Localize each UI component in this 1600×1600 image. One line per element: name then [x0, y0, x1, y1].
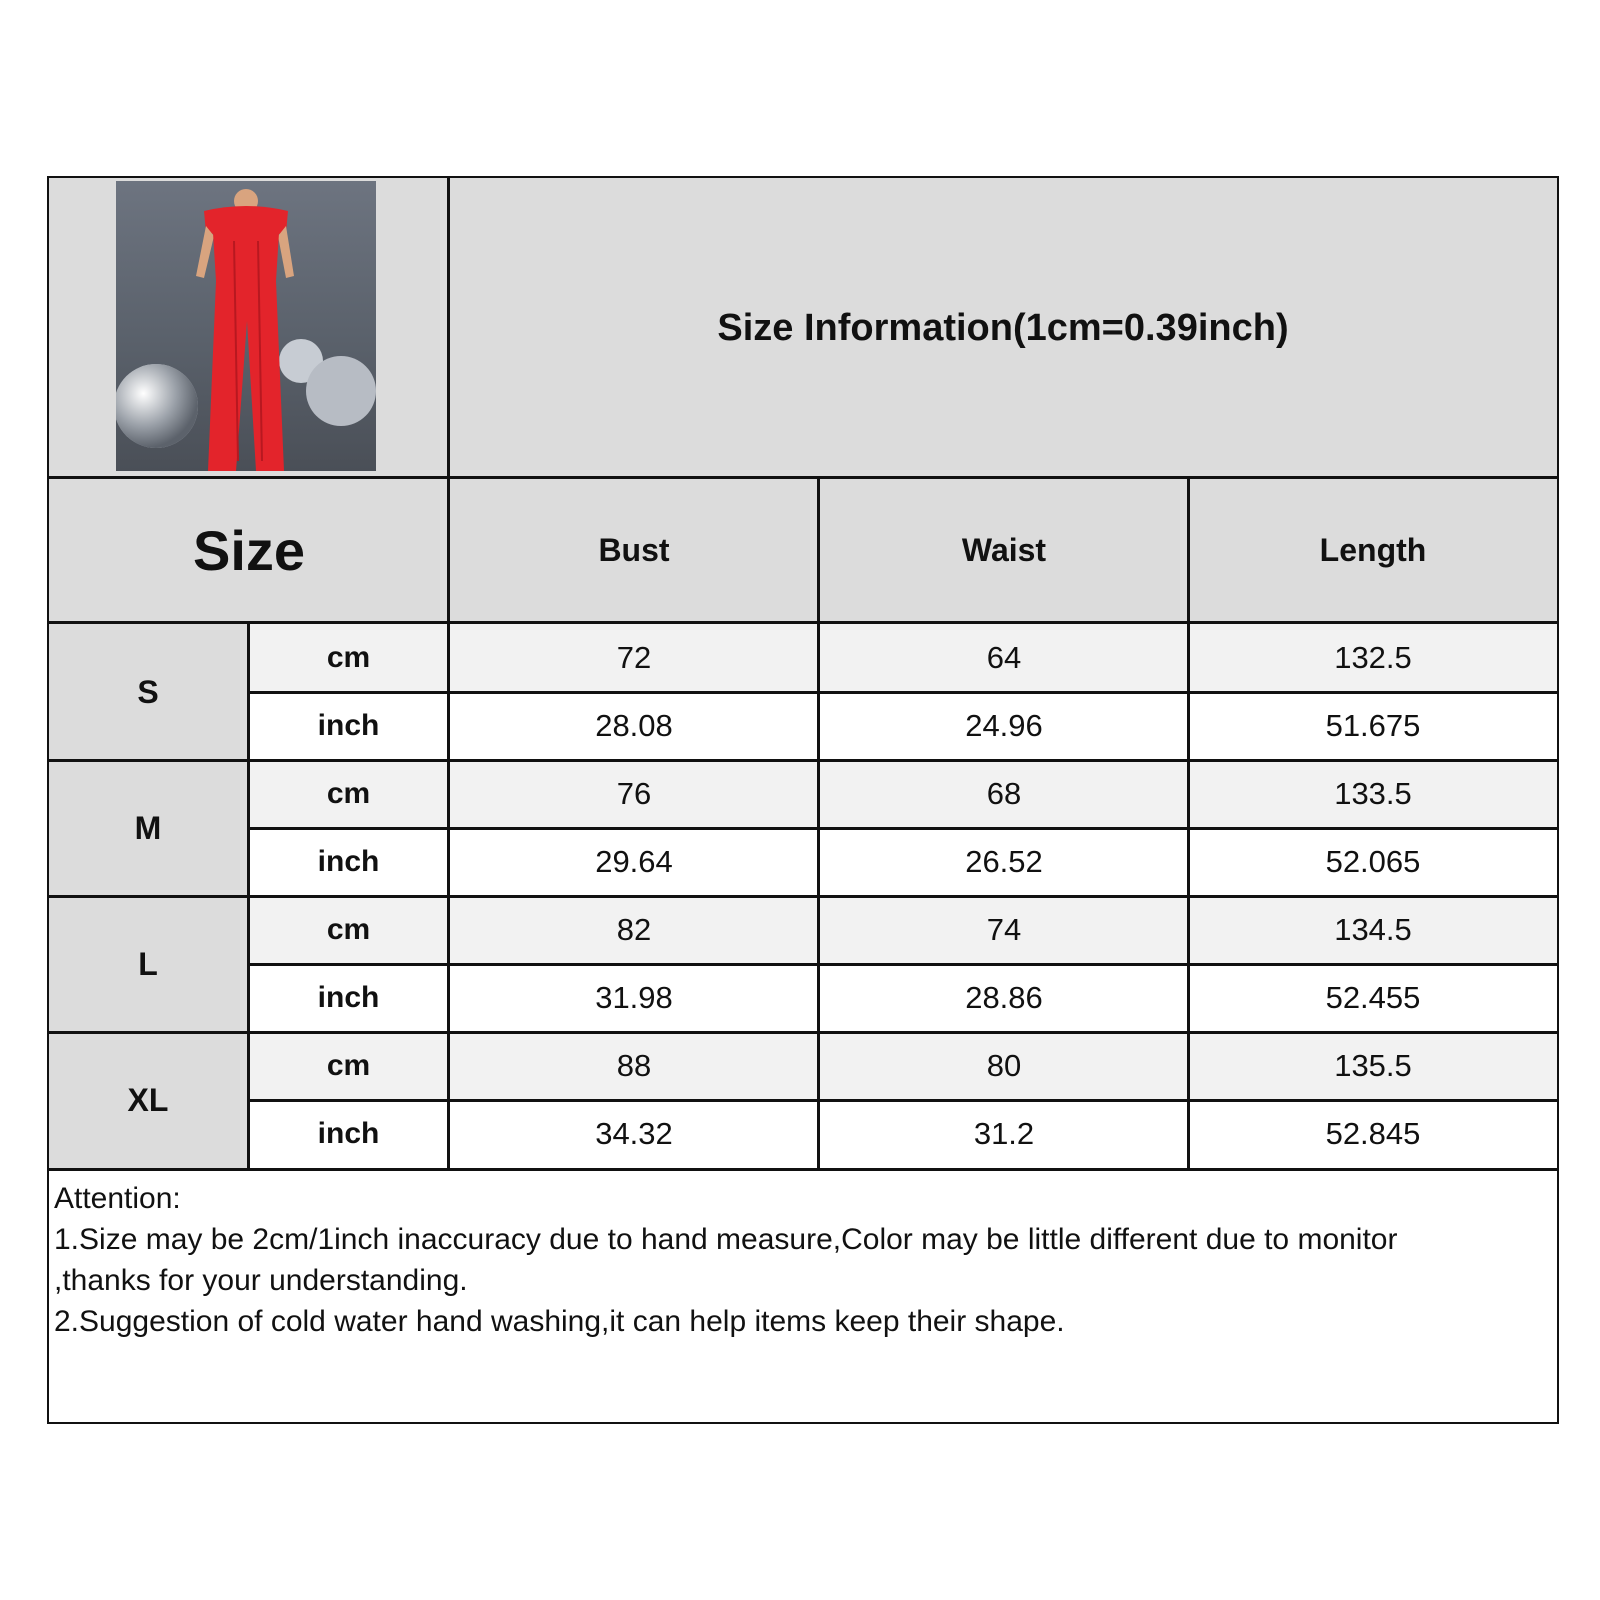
notes-line: 1.Size may be 2cm/1inch inaccuracy due to hand measure,Color may be little different due to monitor: [54, 1223, 1398, 1256]
unit-label: inch: [317, 981, 380, 1014]
table-cell-value: 51.675: [1325, 708, 1421, 743]
unit-cell: [250, 692, 447, 760]
table-cell-value: 88: [616, 1048, 652, 1083]
table-cell-value: 31.98: [595, 980, 673, 1015]
table-cell: [1189, 964, 1557, 1032]
divider: [49, 1168, 1557, 1171]
divider: [817, 476, 820, 1170]
divider: [49, 476, 1557, 479]
table-cell: [1189, 1032, 1557, 1100]
table-cell-value: 29.64: [595, 844, 673, 879]
table-cell: [819, 896, 1189, 964]
table-cell-value: 28.08: [595, 708, 673, 743]
divider: [49, 621, 1557, 624]
photo-cell: [49, 178, 449, 478]
title-cell: [449, 178, 1557, 478]
column-header-bust: [449, 478, 819, 623]
size-label: XL: [127, 1081, 169, 1118]
table-cell: [449, 624, 819, 692]
column-header-label: Bust: [598, 532, 670, 568]
column-header-label: Waist: [961, 532, 1047, 568]
unit-cell: [250, 624, 447, 692]
table-cell: [1189, 692, 1557, 760]
unit-cell: [250, 1032, 447, 1100]
unit-label: inch: [317, 1117, 380, 1150]
table-cell: [819, 692, 1189, 760]
unit-label: inch: [317, 845, 380, 878]
column-header-length: [1189, 478, 1557, 623]
table-cell-value: 28.86: [965, 980, 1043, 1015]
table-cell-value: 26.52: [965, 844, 1043, 879]
table-cell: [1189, 1100, 1557, 1168]
red-jumpsuit-model-photo: [116, 181, 376, 471]
size-label-cell: [49, 896, 247, 1032]
divider: [49, 1031, 1557, 1034]
page-title: Size Information(1cm=0.39inch): [717, 306, 1289, 349]
divider: [447, 178, 450, 1170]
column-header-waist: [819, 478, 1189, 623]
table-cell-value: 64: [986, 640, 1022, 675]
unit-cell: [250, 964, 447, 1032]
column-header-label: Length: [1319, 532, 1427, 568]
table-cell: [449, 964, 819, 1032]
divider: [1187, 476, 1190, 1170]
divider: [49, 895, 1557, 898]
table-cell: [819, 760, 1189, 828]
table-cell: [1189, 896, 1557, 964]
divider: [247, 827, 1557, 830]
table-cell-value: 52.065: [1325, 844, 1421, 879]
unit-label: cm: [326, 777, 371, 810]
table-cell: [819, 828, 1189, 896]
table-cell-value: 80: [986, 1048, 1022, 1083]
size-header-cell: [49, 478, 449, 623]
table-cell: [449, 760, 819, 828]
table-cell-value: 133.5: [1334, 776, 1412, 811]
table-cell-value: 82: [616, 912, 652, 947]
model-image-icon: [116, 181, 376, 471]
size-label-cell: [49, 624, 247, 760]
table-cell: [449, 828, 819, 896]
table-cell-value: 72: [616, 640, 652, 675]
table-cell-value: 76: [616, 776, 652, 811]
table-cell: [449, 1100, 819, 1168]
table-cell: [819, 624, 1189, 692]
table-cell-value: 52.845: [1325, 1116, 1421, 1151]
table-cell: [819, 1100, 1189, 1168]
table-cell-value: 52.455: [1325, 980, 1421, 1015]
unit-label: cm: [326, 1049, 371, 1082]
attention-notes: [54, 1178, 1554, 1342]
size-label: M: [134, 809, 162, 846]
unit-cell: [250, 760, 447, 828]
table-cell-value: 74: [986, 912, 1022, 947]
table-cell-value: 68: [986, 776, 1022, 811]
size-label-cell: [49, 760, 247, 896]
unit-label: cm: [326, 913, 371, 946]
table-cell: [449, 692, 819, 760]
notes-line: ,thanks for your understanding.: [54, 1264, 468, 1297]
size-label: S: [137, 673, 159, 710]
table-cell: [1189, 760, 1557, 828]
table-cell: [1189, 624, 1557, 692]
table-cell: [449, 896, 819, 964]
size-label: L: [138, 945, 158, 982]
table-cell: [1189, 828, 1557, 896]
size-chart: [47, 176, 1559, 1424]
notes-line: 2.Suggestion of cold water hand washing,it can help items keep their shape.: [54, 1305, 1065, 1338]
divider: [49, 759, 1557, 762]
unit-cell: [250, 1100, 447, 1168]
table-cell: [819, 1032, 1189, 1100]
table-cell: [819, 964, 1189, 1032]
unit-label: cm: [326, 641, 371, 674]
table-cell-value: 135.5: [1334, 1048, 1412, 1083]
table-cell-value: 24.96: [965, 708, 1043, 743]
size-header: Size: [192, 519, 306, 582]
unit-label: inch: [317, 709, 380, 742]
table-cell-value: 132.5: [1334, 640, 1412, 675]
divider: [247, 691, 1557, 694]
unit-cell: [250, 896, 447, 964]
divider: [247, 1099, 1557, 1102]
table-cell: [449, 1032, 819, 1100]
divider: [247, 963, 1557, 966]
table-cell-value: 31.2: [973, 1116, 1035, 1151]
notes-line: Attention:: [54, 1182, 181, 1215]
unit-cell: [250, 828, 447, 896]
table-cell-value: 134.5: [1334, 912, 1412, 947]
table-cell-value: 34.32: [595, 1116, 673, 1151]
size-label-cell: [49, 1032, 247, 1168]
